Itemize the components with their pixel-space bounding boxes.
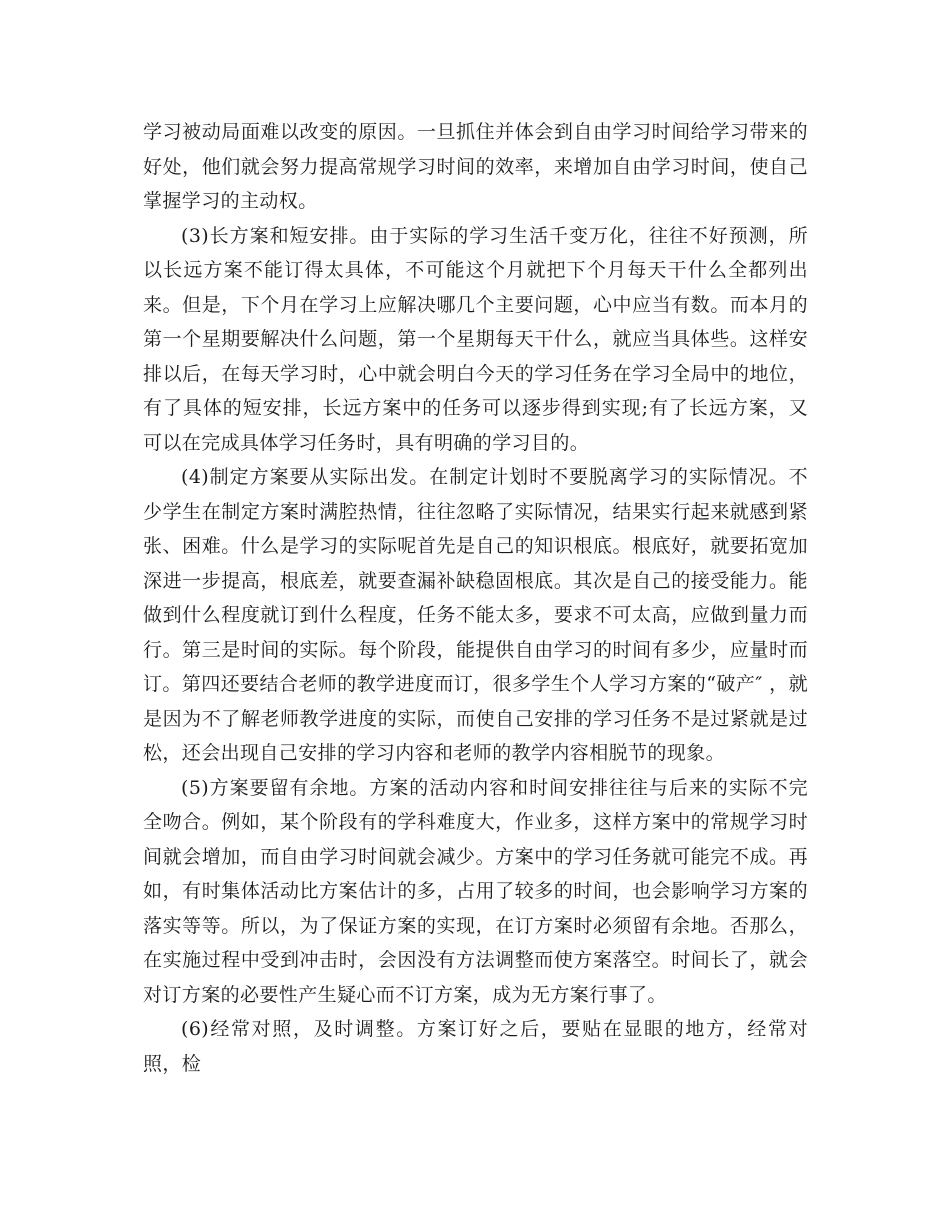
paragraph-item-4: (4)制定方案要从实际出发。在制定计划时不要脱离学习的实际情况。不少学生在制定方案时满腔热情，往往忽略了实际情况，结果实行起来就感到紧张、困难。什么是学习的实际呢首先是自己的知识根底。根底好，就要拓宽加深进一步提高，根底差，就要查漏补缺稳固根底。其次是自己的接受能力。能做到什么程度就订到什么程度，任务不能太多，要求不可太高，应做到量力而行。第三是时间的实际。每个阶段，能提供自由学习的时间有多少，应量时而订。第四还要结合老师的教学进度而订，很多学生个人学习方案的“破产″ ，就是因为不了解老师教学进度的实际，而使自己安排的学习任务不是过紧就是过松，还会出现自己安排的学习内容和老师的教学内容相脱节的现象。 <box>143 466 808 764</box>
paragraph-item-5: (5)方案要留有余地。方案的活动内容和时间安排往往与后来的实际不完全吻合。例如，某个阶段有的学科难度大，作业多，这样方案中的常规学习时间就会增加，而自由学习时间就会减少。方案中的学习任务就可能完不成。再如，有时集体活动比方案估计的多，占用了较多的时间，也会影响学习方案的落实等等。所以，为了保证方案的实现，在订方案时必须留有余地。否那么，在实施过程中受到冲击时，会因没有方法调整而使方案落空。时间长了，就会对订方案的必要性产生疑心而不订方案，成为无方案行事了。 <box>143 776 808 1006</box>
document-body <box>143 115 808 1081</box>
paragraph-item-6: (6)经常对照，及时调整。方案订好之后，要贴在显眼的地方，经常对照，检 <box>143 1018 808 1075</box>
paragraph-continuation: 学习被动局面难以改变的原因。一旦抓住并体会到自由学习时间给学习带来的好处，他们就会努力提高常规学习时间的效率，来增加自由学习时间，使自己掌握学习的主动权。 <box>143 121 808 212</box>
paragraph-item-3: (3)长方案和短安排。由于实际的学习生活千变万化，往往不好预测，所以长远方案不能订得太具体，不可能这个月就把下个月每天干什么全都列出来。但是，下个月在学习上应解决哪几个主要问题，心中应当有数。而本月的第一个星期要解决什么问题，第一个星期每天干什么，就应当具体些。这样安排以后，在每天学习时，心中就会明白今天的学习任务在学习全局中的地位，有了具体的短安排，长远方案中的任务可以逐步得到实现;有了长远方案，又可以在完成具体学习任务时，具有明确的学习目的。 <box>143 224 808 454</box>
